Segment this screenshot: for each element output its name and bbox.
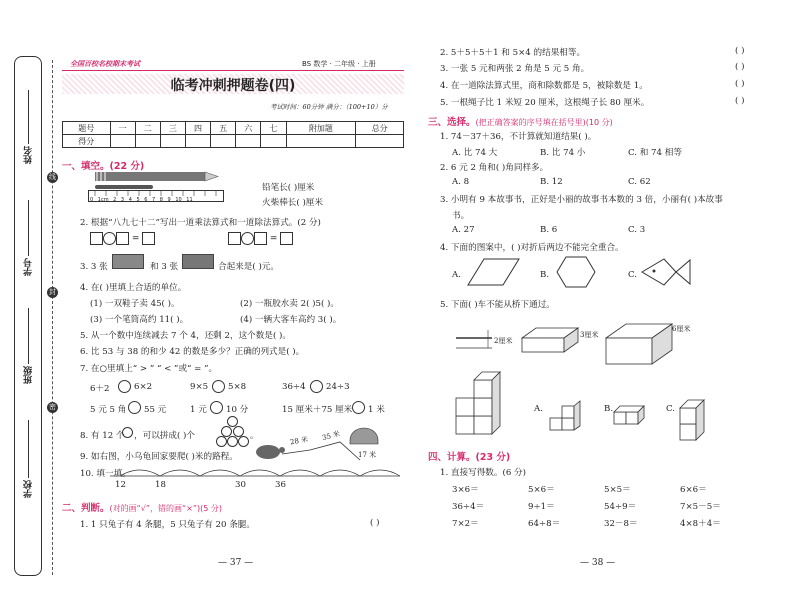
q10-number-line (110, 464, 400, 478)
judge-5-answer[interactable]: ( ) (735, 96, 745, 106)
choice-4-opt[interactable]: C. (628, 270, 638, 280)
choice-3: 3. 小明有 9 本故事书，正好是小丽的故事书本数的 3 倍，小丽有( )本故事 (440, 195, 723, 205)
section-4-title: 四、计算。(23 分) (428, 452, 511, 463)
choice-4: 4. 下面的图案中，( )对折后两边不能完全重合。 (440, 243, 624, 253)
cube-stack-large (454, 368, 512, 438)
series-label: 全国百校名校期末考试 (70, 59, 140, 68)
seal-mark: 封 (49, 288, 56, 296)
page-title: 临考冲刺押题卷(四) (170, 78, 296, 94)
choice-2-opt[interactable]: C. 62 (628, 177, 651, 187)
school-write-line[interactable] (28, 420, 29, 478)
choice-3-cont: 书。 (452, 211, 470, 221)
q7-text: 7. 在○里填上“ > ” “ < ”或“ = ”。 (80, 364, 218, 374)
score-cell[interactable] (110, 135, 135, 148)
score-header-cell: 四 (185, 122, 210, 135)
q2-division-boxes[interactable]: = (228, 232, 293, 245)
page-number-left: — 37 — (218, 558, 254, 568)
q7-r2-a-right: 55 元 (144, 405, 167, 415)
bridge-label-1: 2厘米 (494, 337, 513, 345)
choice-1-opt[interactable]: C. 和 74 相等 (628, 148, 682, 158)
number-line-svg (110, 464, 400, 478)
score-cell[interactable] (286, 135, 356, 148)
calc-item[interactable]: 7×2＝ (452, 519, 479, 529)
judge-4: 4. 在一道除法算式里，商和除数都是 5，被除数是 1。 (440, 81, 648, 91)
section-3-note: (把正确答案的序号填在括号里)(10 分) (475, 118, 613, 127)
calc-item[interactable]: 32－8＝ (604, 519, 638, 529)
choice-4-opt[interactable]: A. (452, 270, 461, 280)
score-cell[interactable] (135, 135, 160, 148)
calc-item[interactable]: 5×6＝ (528, 485, 555, 495)
q7-r2-b-left: 1 元 (190, 405, 207, 415)
bridge-2cm (456, 330, 492, 350)
pencil-drawing (95, 172, 220, 182)
sidebar-school-label: 学校 (24, 480, 34, 498)
score-header-cell: 附加题 (286, 122, 356, 135)
q7-r1-c-left: 36÷4 (282, 382, 306, 392)
score-header-cell: 题号 (63, 122, 111, 135)
choice-5-opt[interactable]: C. (666, 404, 676, 414)
q7-r2-c-right: 1 米 (368, 405, 385, 415)
section-1-title: 一、填空。(22 分) (62, 161, 145, 172)
calc-item[interactable]: 7×5－5＝ (680, 502, 721, 512)
judge-2: 2. 5＋5＋5＋1 和 5×4 的结果相等。 (440, 48, 586, 58)
choice-2: 2. 6 元 2 角和( )角同样多。 (440, 163, 549, 173)
dense-mark: 密 (49, 403, 56, 411)
q10-num: 30 (235, 480, 246, 490)
q6-text: 6. 比 53 与 38 的和少 42 的数是多少？正确的列式是( )。 (80, 347, 305, 357)
block-6cm (606, 318, 672, 364)
q7-r1-b-right: 5×8 (228, 382, 247, 392)
fish-shape (642, 258, 692, 286)
q10-num: 18 (155, 480, 166, 490)
choice-3-opt[interactable]: A. 27 (452, 225, 475, 235)
calc-item[interactable]: 36÷4＝ (452, 502, 485, 512)
class-write-line[interactable] (28, 308, 29, 364)
calc-item[interactable]: 64÷8＝ (528, 519, 561, 529)
name-write-line[interactable] (28, 90, 29, 144)
judge-4-answer[interactable]: ( ) (735, 79, 745, 89)
section-3-title (428, 114, 613, 128)
q1-match-length: 火柴棒长( )厘米 (262, 198, 323, 208)
sidebar-class-label: 班级 (24, 366, 34, 384)
q7-compare-circle[interactable] (310, 380, 323, 393)
turtle-path-svg (254, 420, 404, 464)
number-write-line[interactable] (28, 200, 29, 256)
q7-r1-c-right: 24÷3 (326, 382, 350, 392)
cube-stack-a (548, 400, 582, 434)
choice-1: 1. 74－37＋36，不计算就知道结果( )。 (440, 132, 597, 142)
section-3-title-text: 三、选择。 (428, 117, 476, 128)
score-cell[interactable] (160, 135, 185, 148)
judge-5: 5. 一根绳子比 1 米短 20 厘米，这根绳子长 80 厘米。 (440, 98, 650, 108)
cube-stack-c (678, 398, 708, 442)
calc-item[interactable]: 4×8＋4＝ (680, 519, 721, 529)
judge-3-answer[interactable]: ( ) (735, 62, 745, 72)
q5-text: 5. 从一个数中连续减去 7 个 4，还剩 2，这个数是( )。 (80, 331, 291, 341)
sidebar-number-label: 学号 (24, 258, 34, 276)
q2-text: 2. 根据“八九七十二”写出一道乘法算式和一道除法算式。(2 分) (80, 218, 321, 228)
calc-item[interactable]: 3×6＝ (452, 485, 479, 495)
q3-text-a: 3. 3 张 (80, 262, 108, 272)
q8-text-c: 。 (250, 431, 259, 441)
small-circle-icon (122, 427, 133, 438)
calc-item[interactable]: 5×5＝ (604, 485, 631, 495)
q2-multiplication-boxes[interactable]: = (90, 232, 155, 245)
q7-compare-circle[interactable] (212, 380, 225, 393)
choice-3-opt[interactable]: C. 3 (628, 225, 646, 235)
q10-text: 10. 填一填。 (80, 469, 131, 479)
q7-r2-b-right: 10 分 (226, 405, 249, 415)
q7-r1-b-left: 9×5 (190, 382, 209, 392)
q10-num: 36 (275, 480, 286, 490)
score-cell[interactable] (211, 135, 236, 148)
q7-r2-c-left: 15 厘米＋75 厘米 (282, 405, 353, 415)
choice-2-opt[interactable]: A. 8 (452, 177, 470, 187)
calc-item[interactable]: 54÷9＝ (604, 502, 637, 512)
score-header-cell: 二 (135, 122, 160, 135)
choice-5-opt[interactable]: A. (534, 404, 543, 414)
score-cell[interactable] (185, 135, 210, 148)
section-2-title (62, 500, 222, 514)
score-cell[interactable] (356, 135, 404, 148)
choice-3-opt[interactable]: B. 6 (540, 225, 558, 235)
q9-distance-1: 28 米 (289, 435, 309, 447)
choice-4-opt[interactable]: B. (540, 270, 550, 280)
q4-1: (1) 一双鞋子卖 45( )。 (90, 299, 180, 309)
q7-compare-circle[interactable] (210, 401, 223, 414)
block-label-3cm: 3厘米 (580, 331, 599, 339)
q9-distance-2: 35 米 (321, 429, 341, 443)
score-header-cell: 三 (160, 122, 185, 135)
q1-pencil-length: 铅笔长( )厘米 (262, 183, 315, 193)
q8-text-a: 8. 有 12 个 (80, 431, 125, 441)
q7-r2-a-left: 5 元 5 角 (90, 405, 127, 415)
block-label-6cm: 6厘米 (672, 325, 691, 333)
q7-r1-a-right: 6×2 (134, 382, 153, 392)
q7-compare-circle[interactable] (118, 380, 131, 393)
pencil-image (95, 172, 220, 182)
q4-3: (3) 一个笔筒高约 11( )。 (90, 315, 189, 325)
q9-text: 9. 如右图，小乌龟回家要爬( )米的路程。 (80, 452, 238, 462)
score-header-row (63, 122, 404, 135)
score-row-label: 得分 (63, 135, 111, 148)
q7-compare-circle[interactable] (128, 401, 141, 414)
judge-1-answer[interactable]: ( ) (370, 518, 380, 528)
q9-distance-3: 17 米 (358, 451, 377, 459)
banknote-10-icon (112, 254, 144, 269)
score-header-cell: 一 (110, 122, 135, 135)
score-header-cell: 六 (236, 122, 261, 135)
choice-5-opt[interactable]: B. (604, 404, 614, 414)
q10-num: 12 (115, 480, 126, 490)
triangle-circles-icon (216, 416, 250, 446)
q3-text-c: 合起来是( )元。 (218, 262, 279, 272)
q7-r1-a-left: 6＋2 (90, 384, 110, 394)
hexagon-shape (556, 256, 596, 288)
q3-text-b: 和 3 张 (150, 262, 179, 272)
sidebar-name-label: 姓名 (24, 146, 34, 164)
exam-info: 考试时间：60分钟 满分：（100+10）分 (270, 103, 388, 111)
block-3cm (522, 324, 578, 354)
choice-2-opt[interactable]: B. 12 (540, 177, 563, 187)
binding-dash-line (52, 60, 53, 575)
section-2-note: (对的画“√”，错的画“×”)(5 分) (109, 504, 223, 513)
judge-3: 3. 一张 5 元和两张 2 角是 5 元 5 角。 (440, 64, 590, 74)
q8-text-b: ，可以拼成( )个 (134, 431, 195, 441)
match-image (95, 185, 153, 189)
section-2-title-text: 二、判断。 (62, 503, 110, 514)
score-header-cell: 总分 (356, 122, 404, 135)
q7-compare-circle[interactable] (352, 401, 365, 414)
judge-1: 1. 1 只兔子有 4 条腿，5 只兔子有 20 条腿。 (80, 520, 255, 530)
score-header-cell: 七 (261, 122, 286, 135)
q4-text: 4. 在( )里填上合适的单位。 (80, 283, 187, 293)
banknote-20-icon (182, 254, 214, 269)
subject-label: BS 数学 · 二年级 · 上册 (302, 60, 376, 68)
score-row (63, 135, 404, 148)
score-cell[interactable] (236, 135, 261, 148)
line-mark: 线 (49, 173, 56, 181)
choice-1-opt[interactable]: B. 比 74 小 (540, 148, 586, 158)
ruler-labels: 0 1cm 2 3 4 5 6 7 8 9 10 11 (90, 197, 193, 203)
calc-item[interactable]: 9÷1＝ (528, 502, 555, 512)
choice-1-opt[interactable]: A. 比 74 大 (452, 148, 498, 158)
score-table (62, 121, 404, 148)
calc-item[interactable]: 6×6＝ (680, 485, 707, 495)
choice-5: 5. 下面( )车不能从桥下通过。 (440, 300, 555, 310)
page-number-right: — 38 — (580, 558, 616, 568)
score-header-cell: 五 (211, 122, 236, 135)
cube-stack-b (612, 404, 644, 426)
q4-4: (4) 一辆大客车高约 3( )。 (240, 315, 342, 325)
parallelogram-shape (468, 258, 520, 286)
q4-2: (2) 一瓶胶水卖 2( )5( )。 (240, 299, 340, 309)
header-rule (62, 70, 404, 71)
q9-path-diagram (254, 420, 404, 464)
calc-1-text: 1. 直接写得数。(6 分) (440, 468, 526, 478)
judge-2-answer[interactable]: ( ) (735, 46, 745, 56)
score-cell[interactable] (261, 135, 286, 148)
